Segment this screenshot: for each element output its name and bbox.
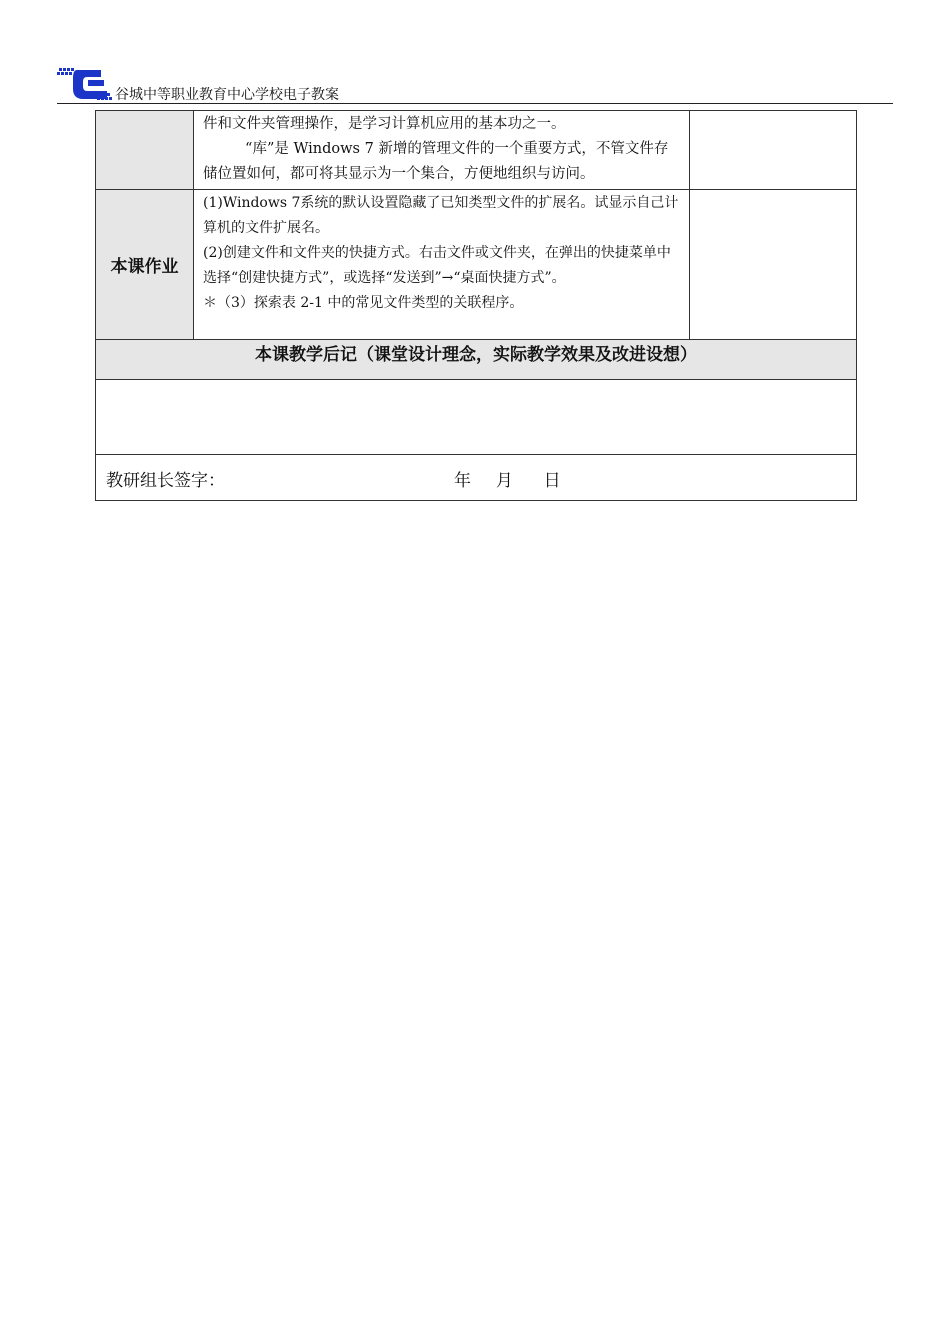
month-label: 月 xyxy=(495,471,513,491)
signature-cell xyxy=(96,455,857,501)
continuation-line: 件和文件夹管理操作，是学习计算机应用的基本功之一。 xyxy=(203,116,566,132)
afterword-title-row xyxy=(96,340,857,380)
homework-row xyxy=(96,190,857,340)
continuation-row xyxy=(96,111,857,190)
homework-label: 本课作业 xyxy=(110,257,179,277)
afterword-title: 本课教学后记（课堂设计理念，实际教学效果及改进设想） xyxy=(96,340,857,380)
signature-label: 教研组长签字： xyxy=(106,471,225,491)
school-logo-icon xyxy=(57,66,113,102)
homework-label-cell xyxy=(96,190,194,340)
homework-notes-cell xyxy=(690,190,857,340)
day-label: 日 xyxy=(543,471,561,491)
homework-item-2: (2)创建文件和文件夹的快捷方式。右击文件或文件夹，在弹出的快捷菜单中选择“创建快捷方式”，或选择“发送到”→“桌面快捷方式”。 xyxy=(203,245,671,286)
continuation-content-cell xyxy=(194,111,690,190)
homework-content-cell xyxy=(194,190,690,340)
school-name: 谷城中等职业教育中心学校电子教案 xyxy=(115,87,339,103)
signature-date xyxy=(454,466,561,491)
lesson-plan-table xyxy=(95,110,857,501)
continuation-label-cell xyxy=(96,111,194,190)
library-paragraph: “库”是 Windows 7 新增的管理文件的一个重要方式，不管文件存储位置如何，都可将其显示为一个集合，方便地组织与访问。 xyxy=(203,141,669,182)
afterword-content-row xyxy=(96,380,857,455)
header-divider xyxy=(57,103,893,104)
signature-row xyxy=(96,455,857,501)
continuation-notes-cell xyxy=(690,111,857,190)
year-label: 年 xyxy=(454,471,471,491)
page-header xyxy=(57,66,893,106)
afterword-content xyxy=(96,380,857,455)
homework-item-3: ＊（3）探索表 2-1 中的常见文件类型的关联程序。 xyxy=(203,295,524,311)
homework-item-1: (1)Windows 7系统的默认设置隐藏了已知类型文件的扩展名。试显示自己计算机的文件扩展名。 xyxy=(203,195,679,236)
